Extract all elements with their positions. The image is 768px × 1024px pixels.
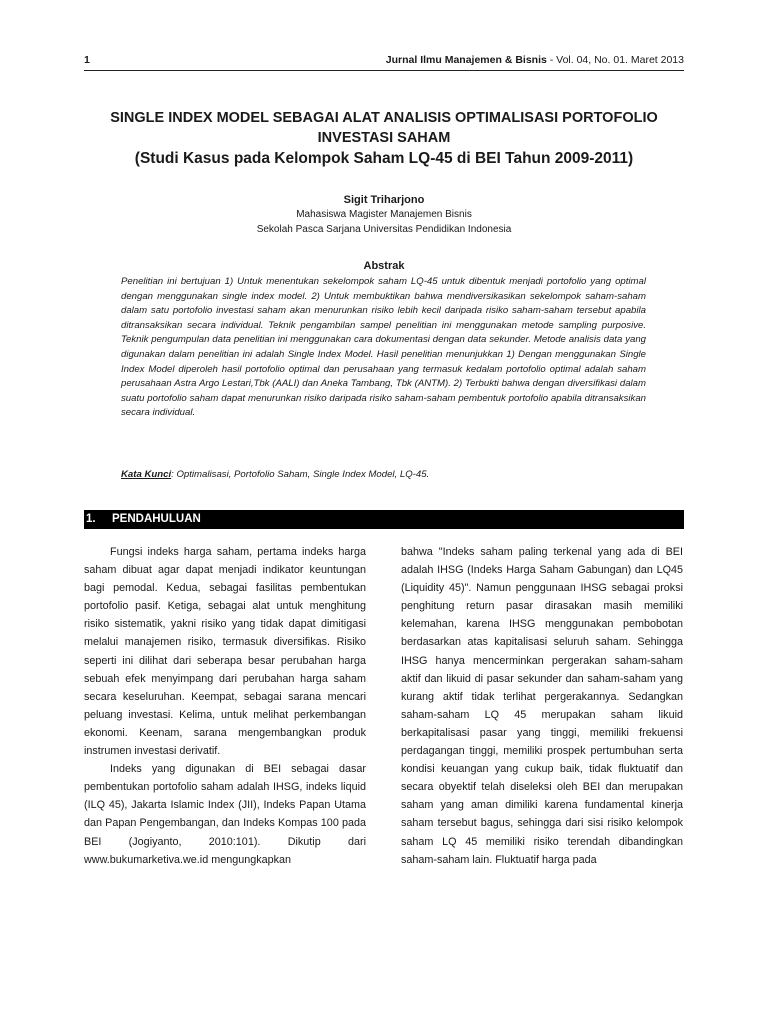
page-number: 1 (84, 54, 90, 66)
header-divider (84, 70, 684, 71)
body-paragraph: Fungsi indeks harga saham, pertama indeks harga saham dibuat agar dapat menjadi indikator keuntungan bagi pemodal. Kedua, sebagai fasilitas pembentukan portofolio pasif. Ketiga, sebagai alat untuk menghitung risiko sistematik, yakni risiko yang tidak dapat dimitigasi melalui manajemen risiko, termasuk diversifikas. Risiko seperti ini dilihat dari seberapa besar perubahan harga sebuah efek menyimpang dari perubahan harga saham secara keseluruhan. Keempat, sebagai sarana mencari peluang investasi. Kelima, untuk melihat perkembangan ekonomi. Keenam, sarana mengembangkan produk instrumen investasi derivatif. (84, 546, 366, 758)
affiliation-line-2: Sekolah Pasca Sarjana Universitas Pendidikan Indonesia (256, 223, 512, 235)
journal-name: Jurnal Ilmu Manajemen & Bisnis (385, 54, 547, 66)
author-name: Sigit Triharjono (343, 194, 425, 206)
journal-issue: - Vol. 04, No. 01. Maret 2013 (546, 54, 684, 66)
right-column (401, 543, 683, 869)
body-paragraph: Indeks yang digunakan di BEI sebagai dasar pembentukan portofolio saham adalah IHSG, indeks liquid (ILQ 45), Jakarta Islamic Index (JII), Indeks Papan Utama dan Papan Pengembangan, dan Indeks Kompas 100 pada BEI (Jogiyanto, 2010:101). Dikutip dari www.bukumarketiva.we.id mengungkapkan (84, 763, 366, 866)
section-title: PENDAHULUAN (112, 513, 201, 525)
author-affiliation (84, 208, 684, 237)
section-number: 1. (86, 513, 96, 525)
section-heading-bar (84, 510, 684, 529)
title-subtitle: (Studi Kasus pada Kelompok Saham LQ-45 di BEI Tahun 2009-2011) (134, 150, 634, 167)
paper-title (84, 108, 684, 170)
keywords (121, 468, 646, 483)
body-paragraph: bahwa "Indeks saham paling terkenal yang ada di BEI adalah IHSG (Indeks Harga Saham Gabungan) dan LQ45 (Liquidity 45)". Namun penggunaan IHSG sebagai proksi penghitung return pasar dirasakan masih memiliki kelemahan, karena IHSG menggunakan pembobotan berdasarkan atas kapitalisasi seluruh saham. Sehingga IHSG hanya mencerminkan pergerakan saham-saham aktif dan likuid di pasar sekunder dan saham-saham yang kurang aktif tidak terlihat pergerakannya. Sedangkan saham-saham LQ 45 merupakan saham likuid berkapitalisasi pasar yang tinggi, memiliki frekuensi perdagangan tinggi, memiliki prospek pertumbuhan serta kondisi keuangan yang cukup baik, tidak fluktuatif dan secara obyektif telah diseleksi oleh BEI dan merupakan saham yang aman dimiliki karena fundamental kinerja saham tersebut bagus, sehingga dari sisi risiko kelompok saham LQ 45 memiliki risiko terendah dibandingkan saham-saham lain. Fluktuatif harga pada (401, 546, 683, 866)
running-header (84, 52, 684, 68)
abstract-heading: Abstrak (363, 260, 405, 272)
journal-citation (386, 52, 684, 68)
keywords-label: Kata Kunci (121, 469, 172, 480)
affiliation-line-1: Mahasiswa Magister Manajemen Bisnis (296, 209, 472, 220)
title-line-2: INVESTASI SAHAM (317, 130, 451, 146)
left-column (84, 543, 366, 869)
title-line-1: SINGLE INDEX MODEL SEBAGAI ALAT ANALISIS OPTIMALISASI PORTOFOLIO (110, 110, 658, 126)
abstract-text: Penelitian ini bertujuan 1) Untuk menentukan sekelompok saham LQ-45 untuk dibentuk menjadi portofolio yang optimal dengan menggunakan single index model. 2) Untuk membuktikan bahwa mendiversikasikan sekelompok saham-saham dalam satu portofolio investasi saham akan menurunkan risiko lebih kecil daripada risiko saham-saham tersebut apabila ditransaksikan secara individual. Teknik pengambilan sampel penelitian ini menggunakan metode sampling purposive. Teknik pengumpulan data penelitian ini menggunakan cara dokumentasi dengan data sekunder. Metode analisis data yang digunakan dalam penelitian ini adalah Single Index Model. Hasil penelitian menunjukkan 1) Dengan menggunakan Single Index Model diperoleh hasil portofolio optimal dan perusahaan yang termasuk kedalam portofolio optimal adalah saham perusahaan Astra Argo Lestari,Tbk (AALI) dan Aneka Tambang, Tbk (ANTM). 2) Terbukti bahwa dengan diversifikasi dalam suatu portofolio saham dapat menurunkan risiko daripada risiko saham-saham pembentuk portofolio apabila ditransaksikan secara individual. (121, 276, 646, 419)
keywords-text: : Optimalisasi, Portofolio Saham, Single Index Model, LQ-45. (171, 469, 430, 480)
